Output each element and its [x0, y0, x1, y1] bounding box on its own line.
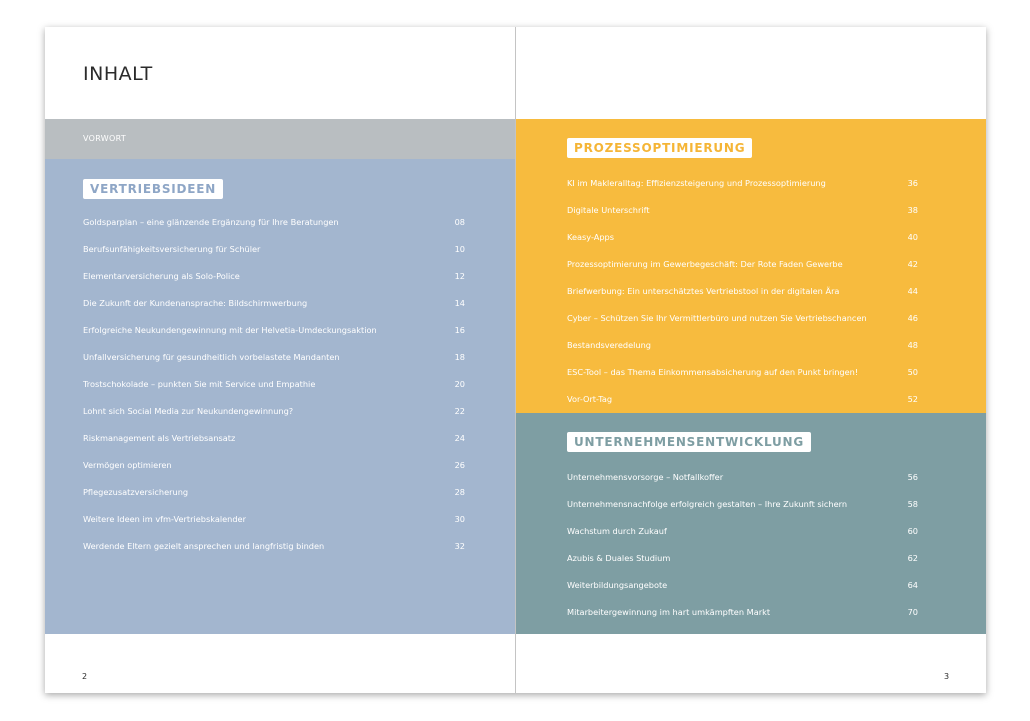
section-vertriebsideen	[45, 159, 516, 634]
toc-entry-title: Cyber – Schützen Sie Ihr Vermittlerbüro und nutzen Sie Vertriebschancen	[567, 313, 867, 323]
brochure-spread	[45, 27, 986, 693]
toc-entry-page: 28	[454, 487, 465, 497]
page-number-right: 3	[944, 672, 950, 681]
toc-entry-title: Unternehmensvorsorge – Notfallkoffer	[567, 472, 724, 482]
toc-list-unternehmensentwicklung	[516, 472, 986, 634]
toc-entry[interactable]	[516, 580, 986, 607]
toc-entry[interactable]	[516, 472, 986, 499]
toc-entry-title: Goldsparplan – eine glänzende Ergänzung für Ihre Beratungen	[83, 217, 339, 227]
vorwort-label: VORWORT	[83, 134, 127, 143]
toc-entry[interactable]	[45, 298, 516, 325]
toc-entry[interactable]	[516, 232, 986, 259]
left-page	[45, 27, 516, 693]
toc-entry[interactable]	[516, 367, 986, 394]
toc-entry-title: Weiterbildungsangebote	[567, 580, 668, 590]
toc-entry[interactable]	[45, 352, 516, 379]
toc-entry-title: ESC-Tool – das Thema Einkommensabsicherung auf den Punkt bringen!	[567, 367, 859, 377]
toc-entry-title: Pflegezusatzversicherung	[83, 487, 189, 497]
toc-list-prozessoptimierung	[516, 178, 986, 421]
toc-entry-page: 18	[454, 352, 465, 362]
toc-entry-page: 48	[907, 340, 918, 350]
toc-entry-page: 60	[907, 526, 918, 536]
toc-entry[interactable]	[516, 499, 986, 526]
toc-entry[interactable]	[516, 526, 986, 553]
toc-entry-title: Elementarversicherung als Solo-Police	[83, 271, 240, 281]
toc-entry-page: 62	[907, 553, 918, 563]
toc-entry[interactable]	[45, 541, 516, 568]
toc-entry-title: Bestandsveredelung	[567, 340, 651, 350]
toc-entry-page: 58	[907, 499, 918, 509]
toc-entry[interactable]	[516, 178, 986, 205]
toc-entry-page: 40	[907, 232, 918, 242]
toc-entry[interactable]	[45, 406, 516, 433]
toc-entry[interactable]	[516, 313, 986, 340]
toc-entry-page: 20	[454, 379, 465, 389]
toc-entry-page: 32	[454, 541, 465, 551]
toc-entry-title: Vor-Ort-Tag	[567, 394, 613, 404]
section-prozessoptimierung	[516, 119, 986, 413]
toc-entry[interactable]	[516, 607, 986, 634]
toc-entry-title: Lohnt sich Social Media zur Neukundengewinnung?	[83, 406, 294, 416]
toc-entry-title: Berufsunfähigkeitsversicherung für Schüler	[83, 244, 261, 254]
toc-entry-page: 30	[454, 514, 465, 524]
toc-entry[interactable]	[516, 553, 986, 580]
toc-entry-title: Briefwerbung: Ein unterschätztes Vertriebstool in der digitalen Ära	[567, 286, 840, 296]
toc-entry[interactable]	[45, 217, 516, 244]
toc-entry-page: 14	[454, 298, 465, 308]
toc-entry-page: 24	[454, 433, 465, 443]
toc-entry-title: Unternehmensnachfolge erfolgreich gestalten – Ihre Zukunft sichern	[567, 499, 848, 509]
toc-entry[interactable]	[45, 433, 516, 460]
toc-entry-title: Werdende Eltern gezielt ansprechen und langfristig binden	[83, 541, 325, 551]
toc-entry-title: Unfallversicherung für gesundheitlich vorbelastete Mandanten	[83, 352, 340, 362]
toc-list-vertriebsideen	[45, 217, 516, 568]
toc-entry-title: Keasy-Apps	[567, 232, 615, 242]
toc-entry[interactable]	[45, 271, 516, 298]
toc-entry-title: Weitere Ideen im vfm-Vertriebskalender	[83, 514, 246, 524]
toc-entry[interactable]	[45, 325, 516, 352]
toc-entry-page: 08	[454, 217, 465, 227]
toc-entry-title: Wachstum durch Zukauf	[567, 526, 667, 536]
toc-entry-title: Digitale Unterschrift	[567, 205, 650, 215]
toc-entry[interactable]	[516, 205, 986, 232]
toc-entry[interactable]	[516, 286, 986, 313]
toc-entry[interactable]	[45, 379, 516, 406]
toc-entry[interactable]	[45, 244, 516, 271]
toc-entry[interactable]	[45, 487, 516, 514]
toc-entry-title: KI im Makleralltag: Effizienzsteigerung und Prozessoptimierung	[567, 178, 826, 188]
toc-entry-title: Vermögen optimieren	[83, 460, 172, 470]
toc-entry-title: Prozessoptimierung im Gewerbegeschäft: Der Rote Faden Gewerbe	[567, 259, 843, 269]
toc-entry-title: Erfolgreiche Neukundengewinnung mit der Helvetia-Umdeckungsaktion	[83, 325, 377, 335]
toc-entry[interactable]	[516, 259, 986, 286]
toc-entry[interactable]	[45, 514, 516, 541]
toc-entry-page: 56	[907, 472, 918, 482]
toc-entry-title: Mitarbeitergewinnung im hart umkämpften Markt	[567, 607, 771, 617]
toc-entry-page: 70	[907, 607, 918, 617]
toc-entry-page: 42	[907, 259, 918, 269]
toc-entry-page: 46	[907, 313, 918, 323]
toc-entry-page: 52	[907, 394, 918, 404]
toc-entry-title: Azubis & Duales Studium	[567, 553, 671, 563]
toc-entry-page: 50	[907, 367, 918, 377]
page-gutter	[515, 27, 516, 693]
toc-entry-title: Die Zukunft der Kundenansprache: Bildschirmwerbung	[83, 298, 308, 308]
right-page	[516, 27, 986, 693]
section-label-prozessoptimierung: PROZESSOPTIMIERUNG	[567, 138, 752, 158]
toc-entry-page: 64	[907, 580, 918, 590]
toc-entry-page: 10	[454, 244, 465, 254]
section-label-vertriebsideen: VERTRIEBSIDEEN	[83, 179, 223, 199]
section-unternehmensentwicklung	[516, 413, 986, 634]
page-title: INHALT	[83, 63, 153, 85]
page-number-left: 2	[82, 672, 88, 681]
toc-entry[interactable]	[45, 460, 516, 487]
toc-entry[interactable]	[516, 340, 986, 367]
section-label-unternehmensentwicklung: UNTERNEHMENSENTWICKLUNG	[567, 432, 811, 452]
toc-entry-page: 12	[454, 271, 465, 281]
toc-entry-page: 22	[454, 406, 465, 416]
vorwort-band[interactable]	[45, 119, 516, 159]
toc-entry-page: 44	[907, 286, 918, 296]
toc-entry-title: Trostschokolade – punkten Sie mit Service und Empathie	[83, 379, 316, 389]
toc-entry-page: 26	[454, 460, 465, 470]
toc-entry-page: 36	[907, 178, 918, 188]
toc-entry-page: 38	[907, 205, 918, 215]
toc-entry-title: Riskmanagement als Vertriebsansatz	[83, 433, 236, 443]
toc-entry-page: 16	[454, 325, 465, 335]
